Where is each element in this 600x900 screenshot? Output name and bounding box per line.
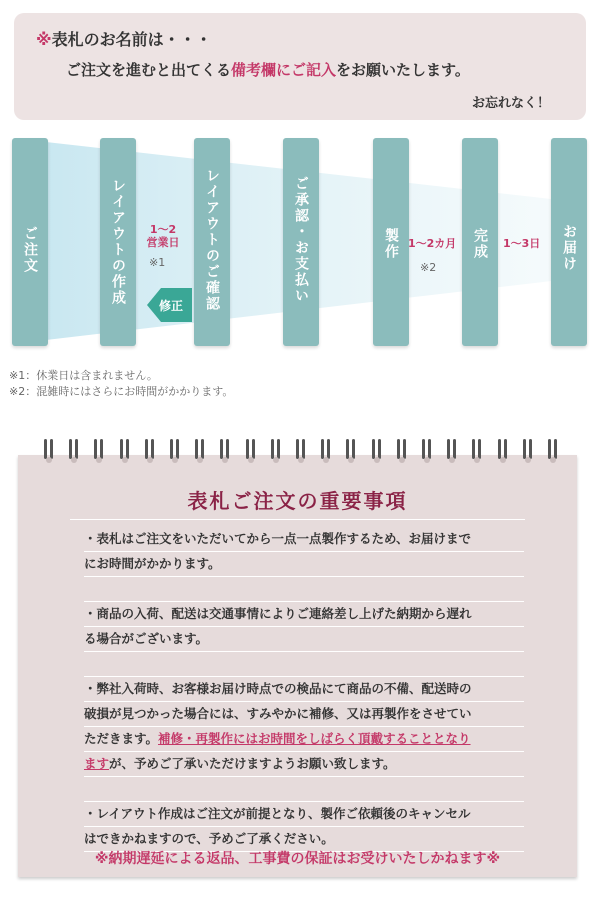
footnotes — [9, 368, 233, 400]
remarks-highlight: 備考欄にご記入 — [231, 61, 337, 79]
notebook-footer: ※納期遅延による返品、工事費の保証はお受けいたしかねます※ — [94, 851, 501, 867]
ring-icon — [546, 438, 558, 464]
revision-arrow — [147, 288, 192, 322]
notebook-title: 表札ご注文の重要事項 — [187, 489, 408, 513]
step-approval-payment: ご承認・お支払い — [283, 138, 319, 346]
ring-icon — [92, 438, 104, 464]
notice-reminder: お忘れなく！ — [471, 96, 550, 111]
footnote-2: ※2：混雑時にはさらにお時間がかかります。 — [9, 385, 234, 398]
step-complete: 完成 — [462, 138, 498, 346]
notebook-body — [84, 527, 524, 852]
title-rule — [70, 519, 525, 520]
ring-icon — [370, 438, 382, 464]
ring-icon — [294, 438, 306, 464]
ref-note-1: ※1 — [149, 256, 166, 269]
step-order: ご注文 — [12, 138, 48, 346]
ring-icon — [269, 438, 281, 464]
note-item-4: ・レイアウト作成はご注文が前提となり、製作ご依頼後のキャンセル はできかねますので、予めご了承ください。 — [84, 802, 524, 852]
notice-mark: ※ — [36, 30, 52, 49]
duration-layout: 1〜2 営業日 — [146, 223, 180, 249]
spiral-binding — [0, 438, 600, 468]
ring-icon — [395, 438, 407, 464]
order-name-notice — [14, 13, 586, 120]
ring-icon — [445, 438, 457, 464]
ring-icon — [344, 438, 356, 464]
ring-icon — [42, 438, 54, 464]
ref-note-2: ※2 — [420, 261, 437, 274]
important-notes-notebook — [18, 455, 577, 877]
duration-production: 1〜2カ月 — [408, 237, 457, 250]
step-layout-creation: レイアウトの作成 — [100, 138, 136, 346]
step-layout-confirm: レイアウトのご確認 — [194, 138, 230, 346]
note-item-1: ・表札はご注文をいただいてから一点一点製作するため、お届けまで にお時間がかかります。 — [84, 527, 524, 602]
ring-icon — [168, 438, 180, 464]
ring-icon — [244, 438, 256, 464]
duration-delivery: 1〜3日 — [503, 237, 541, 250]
ring-icon — [521, 438, 533, 464]
ring-icon — [218, 438, 230, 464]
notice-heading: ※表札のお名前は・・・ — [36, 30, 212, 49]
ring-icon — [143, 438, 155, 464]
ring-icon — [470, 438, 482, 464]
step-production: 製作 — [373, 138, 409, 346]
ring-icon — [496, 438, 508, 464]
ring-icon — [319, 438, 331, 464]
ring-icon — [193, 438, 205, 464]
ring-icon — [420, 438, 432, 464]
ring-icon — [67, 438, 79, 464]
ring-icon — [118, 438, 130, 464]
order-flow — [0, 130, 600, 360]
revision-label: 修正 — [159, 299, 184, 313]
note-item-2: ・商品の入荷、配送は交通事情によりご連絡差し上げた納期から遅れ る場合がございます。 — [84, 602, 524, 677]
notice-instruction: ご注文を進むと出てくる備考欄にご記入をお願いたします。 — [66, 61, 470, 79]
footnote-1: ※1：休業日は含まれません。 — [9, 369, 158, 382]
remake-highlight: 補修・再製作にはお時間をしばらく頂戴することとなり — [158, 731, 471, 746]
note-item-3: ・弊社入荷時、お客様お届け時点での検品にて商品の不備、配送時の 破損が見つかった場合には、すみやかに補修、又は再製作をさせてい ただきます。補修・再製作にはお時間をしばらく頂戴することとなり ますが、予めご了承いただけますようお願い致します。 — [84, 677, 524, 802]
step-delivery: お届け — [551, 138, 587, 346]
